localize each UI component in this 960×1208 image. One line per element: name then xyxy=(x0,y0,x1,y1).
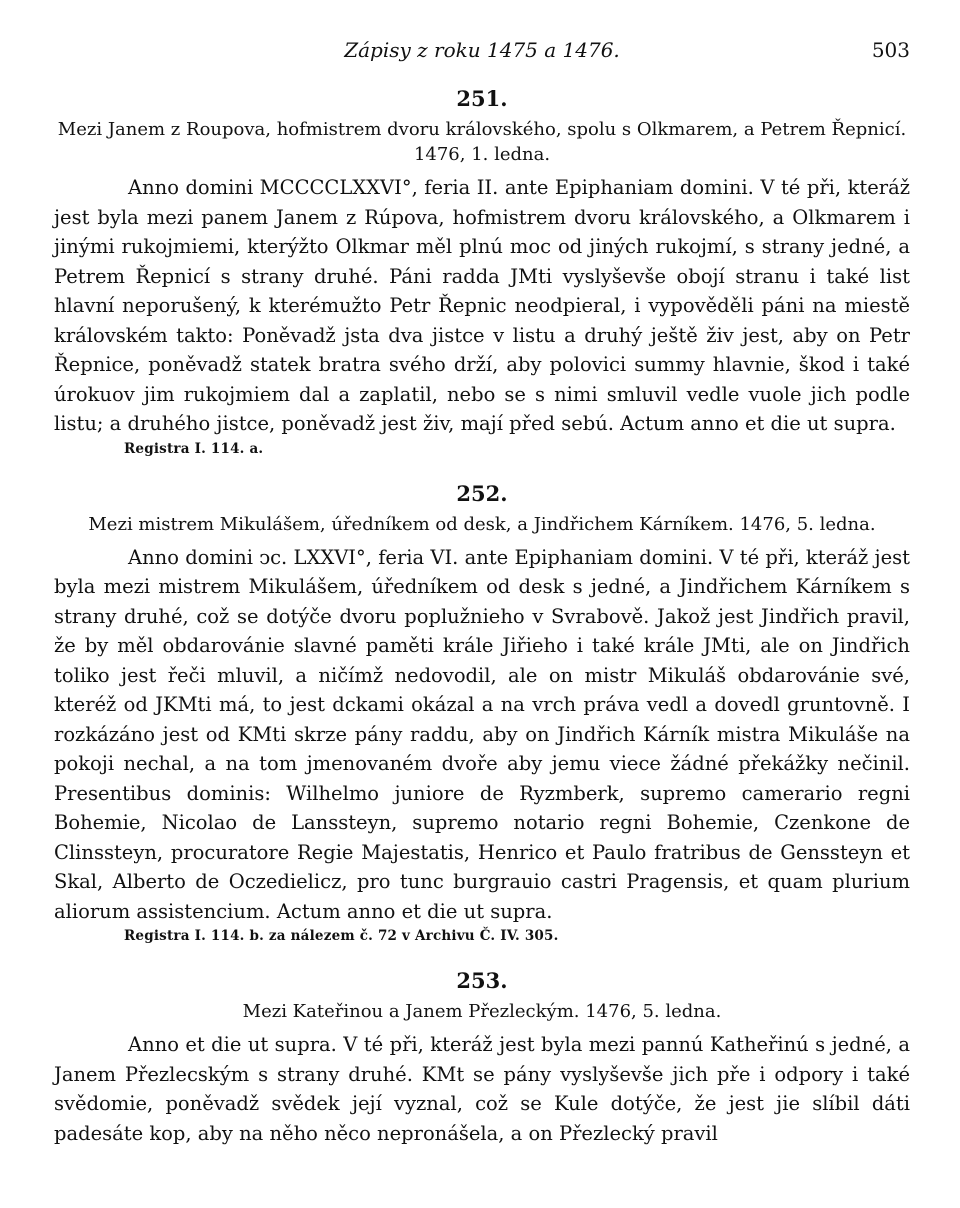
entry-summary-line: Mezi Janem z Roupova, hofmistrem dvoru královského, spolu s Olkmarem, a Petrem Řepnicí. xyxy=(57,119,907,140)
document-page xyxy=(54,30,910,1148)
entry-251 xyxy=(54,86,910,457)
entry-summary xyxy=(54,117,910,167)
entry-253 xyxy=(54,968,910,1148)
entry-summary-line: Mezi mistrem Mikulášem, úředníkem od desk, a Jindřichem Kárníkem. 1476, 5. ledna. xyxy=(88,513,876,535)
entry-number: 252. xyxy=(456,480,508,506)
entry-summary-line: Mezi Kateřinou a Janem Přezleckým. 1476, 5. ledna. xyxy=(242,1001,722,1022)
entry-text: Anno domini MCCCCLXXVI°, feria II. ante Epiphaniam domini. V té při, kteráž jest byla mezi panem Janem z Rúpova, hofmistrem dvoru královského, a Olkmarem i jinými rukojmiemi, kterýžto Olkmar měl plnú moc od jiných rukojmí, s strany jedné, a Petrem Řepnicí s strany druhé. Páni radda JMti vyslyševše obojí stranu i také list hlavní neporušený, k kterémužto Petr Řepnic neodpieral, i vypověděli páni na miestě královském takto: Poněvadž jsta dva jistce v listu a druhý ještě živ jest, aby on Petr Řepnice, poněvadž statek bratra svého drží, aby polovici summy hlavnie, škod i také úrokuov jim rukojmiem dal a zaplatil, nebo se s nimi smluvil vedle vuole jich podle listu; a druhého jistce, poněvadž jest živ, mají před sebú. Actum anno et die ut supra. xyxy=(54,176,910,435)
running-title: Zápisy z roku 1475 a 1476. xyxy=(344,38,620,62)
entry-body xyxy=(54,173,910,439)
page-number: 503 xyxy=(871,38,910,62)
entry-source: Registra I. 114. b. za nálezem č. 72 v Archivu Č. IV. 305. xyxy=(124,928,559,944)
entry-body xyxy=(54,543,910,927)
entry-summary xyxy=(54,999,910,1024)
entry-252 xyxy=(54,481,910,945)
entry-number: 253. xyxy=(456,968,508,993)
entry-number: 251. xyxy=(456,86,508,111)
entry-summary-date: 1476, 1. ledna. xyxy=(413,144,551,165)
entry-summary xyxy=(54,512,910,537)
entry-text: Anno domini ͻc. LXXVI°, feria VI. ante Epiphaniam domini. V té při, kteráž jest byla mezi mistrem Mikulášem, úředníkem od desk s jedné, a Jindřichem Kárníkem s strany druhé, což se dotýče dvoru poplužnieho v Svrabově. Jakož jest Jindřich pravil, že by měl obdarovánie slavné paměti krále Jiřieho i také krále JMti, ale on Jindřich toliko jest řeči mluvil, a ničímž nedovodil, ale on mistr Mikuláš obdarovánie své, kteréž od JKMti má, to jest dckami okázal a na vrch práva vedl a dovedl gruntovně. I rozkázáno jest od KMti skrze pány raddu, aby on Jindřich Kárník mistra Mikuláše na pokoji nechal, a na tom jmenovaném dvoře aby jemu viece žádné překážky nečinil. Presentibus dominis: Wilhelmo juniore de Ryzmberk, supremo camerario regni Bohemie, Nicolao de Lanssteyn, supremo notario regni Bohemie, Czenkone de Clinssteyn, procuratore Regie Majestatis, Henrico et Paulo fratribus de Genssteyn et Skal, Alberto de Oczedielicz, pro tunc burgrauio castri Pragensis, et quam plurium aliorum assistencium. Actum anno et die ut supra. xyxy=(54,545,910,923)
entry-source: Registra I. 114. a. xyxy=(124,440,264,457)
running-header xyxy=(54,30,910,64)
entry-text: Anno et die ut supra. V té při, kteráž jest byla mezi pannú Katheřinú s jedné, a Janem Přezlecským s strany druhé. KMt se pány vyslyševše jich pře i odpory i také svědomie, poněvadž svědek její vyznal, což se Kule dotýče, že jest jie slíbil dáti padesáte kop, aby na něho něco nepronášela, a on Přezlecký pravil xyxy=(54,1033,910,1145)
entry-body xyxy=(54,1030,910,1148)
